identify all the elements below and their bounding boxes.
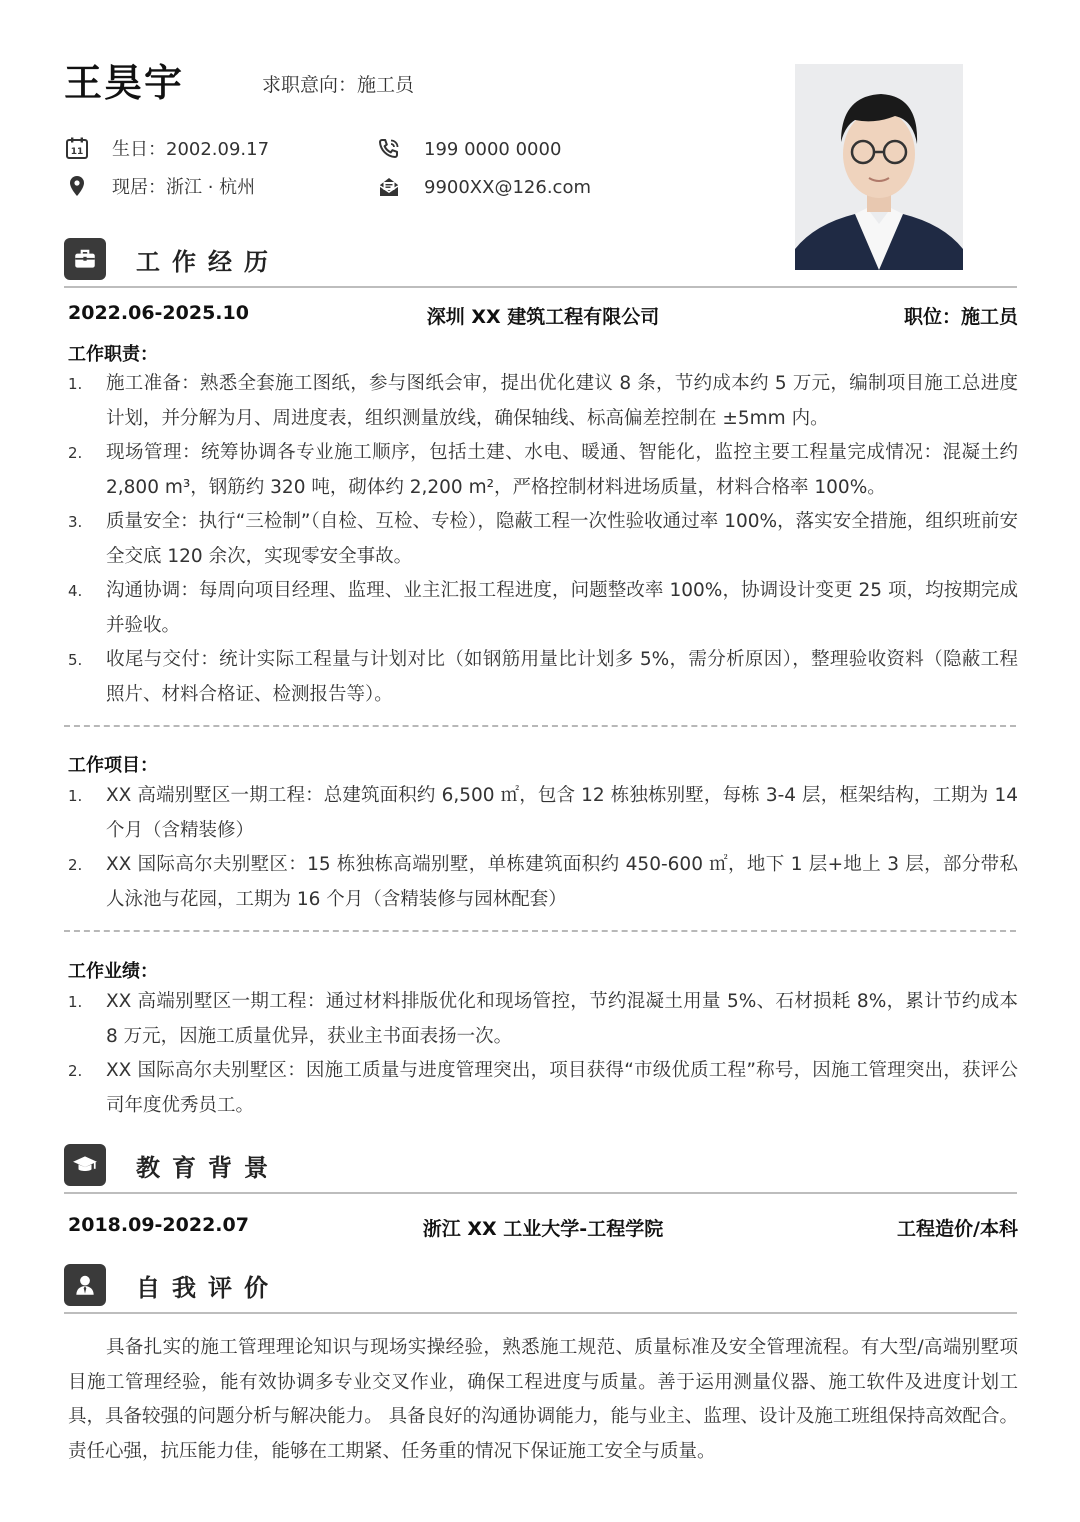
list-item: 2. XX 国际高尔夫别墅区：15 栋独栋高端别墅，单栋建筑面积约 450-600 ㎡，地下 1 层+地上 3 层，部分带私人泳池与花园，工期为 16 个月（含精装修与园林配套） (68, 854, 1018, 910)
candidate-name: 王昊宇 (64, 61, 185, 105)
work-period: 2022.06-2025.10 (68, 302, 249, 324)
graduation-cap-icon (64, 1144, 106, 1186)
education-section-header (64, 1144, 1017, 1194)
projects-title: 工作项目： (68, 755, 158, 776)
work-section-title: 工作经历 (136, 248, 280, 276)
duties-title: 工作职责： (68, 344, 158, 365)
education-period: 2018.09-2022.07 (68, 1214, 249, 1236)
education-info-row (68, 1214, 1018, 1242)
education-major: 工程造价/本科 (897, 1218, 1018, 1240)
residence-text: 现居：浙江 · 杭州 (112, 177, 256, 198)
email-text: 9900XX@126.com (424, 176, 591, 198)
user-icon (64, 1264, 106, 1306)
birthday-row (64, 135, 269, 161)
list-item: 1. XX 高端别墅区一期工程：通过材料排版优化和现场管控，节约混凝土用量 5%、石材损耗 8%，累计节约成本 8 万元，因施工质量优异，获业主书面表扬一次。 (68, 991, 1018, 1047)
list-item: 1. XX 高端别墅区一期工程：总建筑面积约 6,500 ㎡，包含 12 栋独栋别墅，每栋 3-4 层，框架结构，工期为 14 个月（含精装修） (68, 785, 1018, 841)
education-section-title: 教育背景 (136, 1154, 280, 1182)
list-item: 5. 收尾与交付：统计实际工程量与计划对比（如钢筋用量比计划多 5%，需分析原因），整理验收资料（隐蔽工程照片、材料合格证、检测报告等）。 (68, 649, 1018, 705)
projects-list (68, 779, 1018, 917)
phone-text: 199 0000 0000 (424, 138, 562, 160)
self-eval-text: 具备扎实的施工管理理论知识与现场实操经验，熟悉施工规范、质量标准及安全管理流程。有大型/高端别墅项目施工管理经验，能有效协调多专业交叉作业，确保工程进度与质量。善于运用测量仪器、施工软件及进度计划工具，具备较强的问题分析与解决能力。 具备良好的沟通协调能力，能与业主、监理、设计及施工班组保持高效配合。责任心强，抗压能力佳，能够在工期紧、任务重的情况下保证施工安全与质量。 (68, 1337, 1018, 1462)
divider (64, 930, 1016, 932)
duties-list (68, 367, 1018, 712)
work-info-row (68, 302, 1018, 330)
phone-row (376, 136, 561, 162)
self-eval-section-title: 自我评价 (136, 1274, 280, 1302)
achievements-list (68, 985, 1018, 1123)
work-section-header (64, 238, 1017, 288)
achievements-title: 工作业绩： (68, 961, 158, 982)
self-eval-section-header (64, 1264, 1017, 1314)
birthday-text: 生日：2002.09.17 (112, 139, 270, 160)
email-row (376, 174, 591, 200)
list-item: 2. XX 国际高尔夫别墅区：因施工质量与进度管理突出，项目获得“市级优质工程”称号，因施工管理突出，获评公司年度优秀员工。 (68, 1060, 1018, 1116)
mail-icon (376, 174, 402, 200)
list-item: 4. 沟通协调：每周向项目经理、监理、业主汇报工程进度，问题整改率 100%，协调设计变更 25 项，均按期完成并验收。 (68, 580, 1018, 636)
svg-text:11: 11 (70, 147, 84, 157)
residence-row (64, 173, 255, 199)
list-item: 2. 现场管理：统筹协调各专业施工顺序，包括土建、水电、暖通、智能化，监控主要工程量完成情况：混凝土约 2,800 m³，钢筋约 320 吨，砌体约 2,200 m²，严格控制材料进场质量，材料合格率 100%。 (68, 442, 1018, 498)
work-company: 深圳 XX 建筑工程有限公司 (426, 306, 660, 328)
list-item: 1. 施工准备：熟悉全套施工图纸，参与图纸会审，提出优化建议 8 条，节约成本约 5 万元，编制项目施工总进度计划，并分解为月、周进度表，组织测量放线，确保轴线、标高偏差控制在 ±5mm 内。 (68, 373, 1018, 429)
calendar-icon (64, 135, 90, 161)
location-pin-icon (64, 173, 90, 199)
work-position: 职位：施工员 (903, 306, 1018, 328)
phone-icon (376, 136, 402, 162)
list-item: 3. 质量安全：执行“三检制”（自检、互检、专检），隐蔽工程一次性验收通过率 100%，落实安全措施，组织班前安全交底 120 余次，实现零安全事故。 (68, 511, 1018, 567)
briefcase-icon (64, 238, 106, 280)
job-intent: 求职意向：施工员 (262, 74, 415, 96)
divider (64, 725, 1016, 727)
education-school: 浙江 XX 工业大学-工程学院 (422, 1218, 664, 1240)
